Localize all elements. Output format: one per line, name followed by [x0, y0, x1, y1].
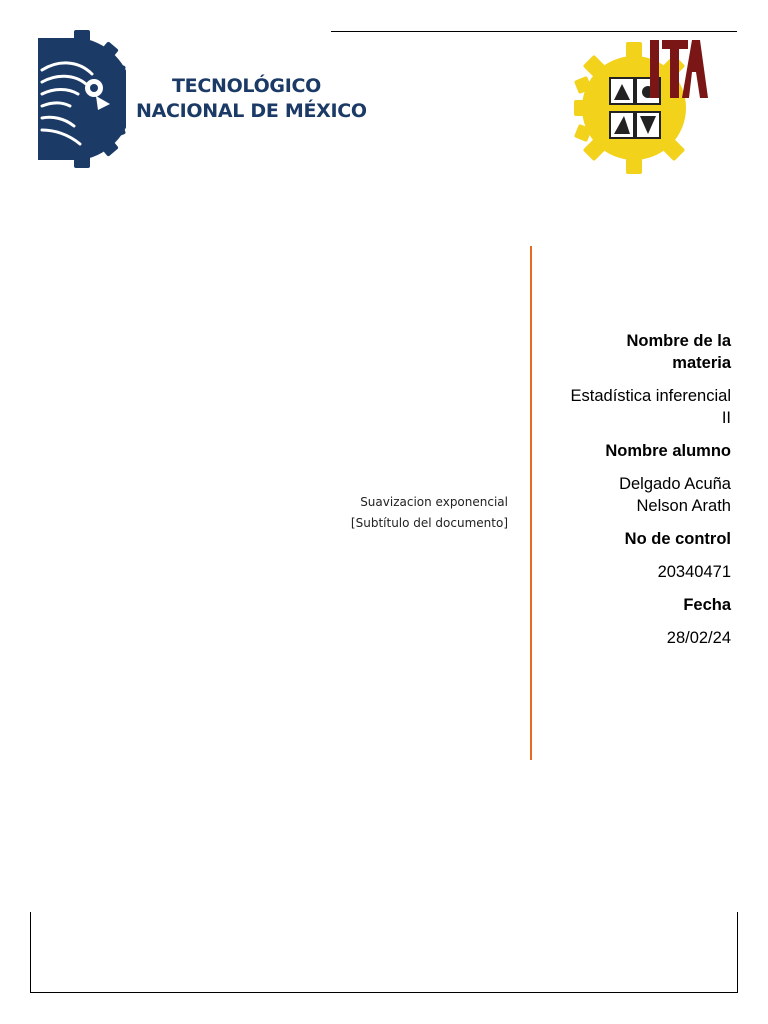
student-value: [548, 473, 731, 517]
document-title: Suavizacion exponencial: [360, 495, 508, 509]
subject-label-line1: Nombre de la: [626, 332, 731, 350]
document-subtitle: [Subtítulo del documento]: [350, 516, 508, 530]
date-label: Fecha: [683, 596, 731, 614]
date-value: 28/02/24: [666, 629, 731, 647]
subject-value-line1: Estadística inferencial: [570, 387, 731, 405]
accent-vertical-rule: [530, 246, 532, 760]
student-label: Nombre alumno: [605, 442, 731, 460]
tecnm-logo: [34, 30, 367, 170]
ita-gear-seal-icon: [574, 34, 708, 180]
tecnm-line1: TECNOLÓGICO: [172, 75, 321, 97]
tecnm-line2: NACIONAL DE MÉXICO: [136, 100, 367, 122]
subject-label-line2: materia: [672, 354, 731, 372]
control-label: No de control: [624, 530, 731, 548]
subject-label: [548, 330, 731, 374]
student-value-line1: Delgado Acuña: [619, 475, 731, 493]
top-rule: [331, 31, 737, 32]
eagle-gear-emblem-icon: [34, 30, 126, 168]
footer-box: [30, 912, 738, 993]
tecnm-wordmark: [136, 74, 367, 124]
subject-value-line2: II: [721, 409, 731, 427]
student-value-line2: Nelson Arath: [636, 497, 731, 515]
subject-value: [548, 385, 731, 429]
control-value: 20340471: [657, 563, 731, 581]
info-block: [548, 330, 731, 649]
document-titles: [300, 492, 508, 534]
